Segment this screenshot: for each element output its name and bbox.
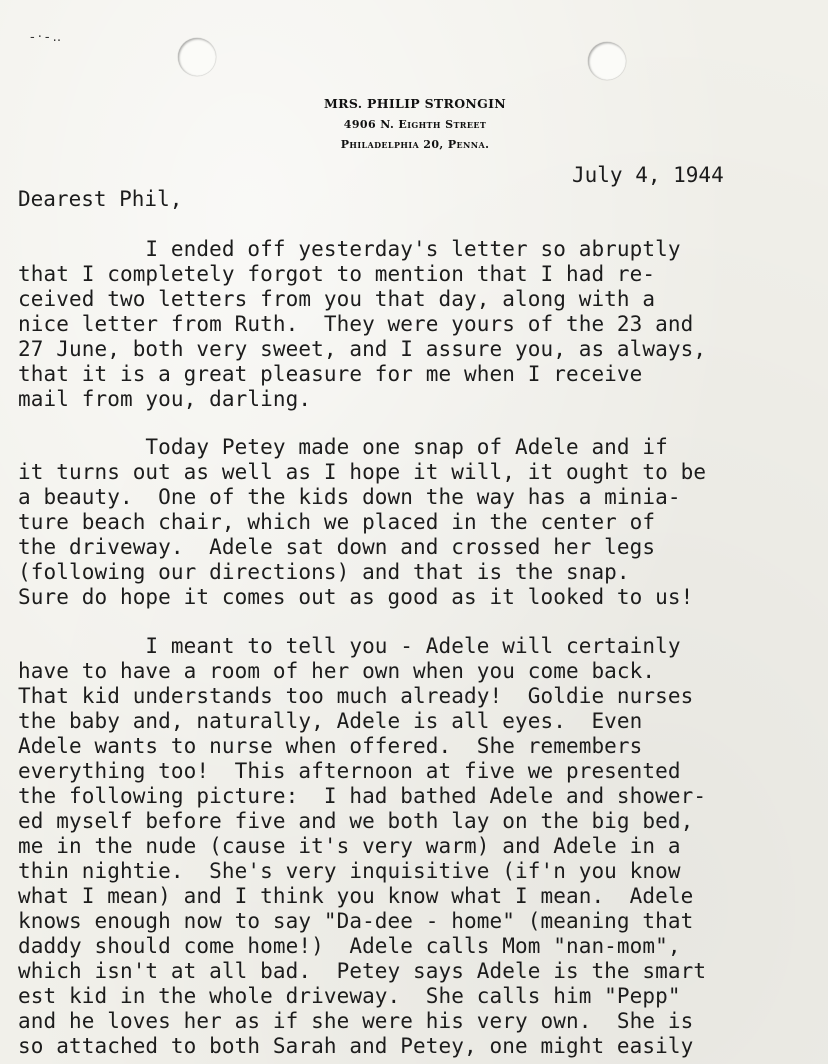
letter-date: July 4, 1944 [572, 163, 724, 187]
salutation: Dearest Phil, [18, 187, 183, 211]
text-line: the driveway. Adele sat down and crossed her legs [18, 535, 656, 559]
text-line: est kid in the whole driveway. She calls him "Pepp" [18, 984, 681, 1008]
punch-hole-left [178, 38, 216, 76]
text-line: ceived two letters from you that day, along with a [18, 287, 656, 311]
text-line: ture beach chair, which we placed in the center of [18, 510, 656, 534]
text-line: thin nightie. She's very inquisitive (if'n you know [18, 859, 681, 883]
text-line: a beauty. One of the kids down the way has a minia- [18, 485, 681, 509]
text-line: That kid understands too much already! Goldie nurses [18, 684, 694, 708]
text-line: have to have a room of her own when you come back. [18, 659, 656, 683]
paragraph-2 [18, 435, 828, 610]
text-line: everything too! This afternoon at five we presented [18, 759, 681, 783]
text-line: mail from you, darling. [18, 387, 312, 411]
letterhead-street: 4906 N. Eighth Street [343, 118, 487, 131]
text-line: me in the nude (cause it's very warm) and Adele in a [18, 834, 681, 858]
letterhead [290, 93, 540, 155]
letterhead-name: MRS. PHILIP STRONGIN [324, 96, 506, 111]
paragraph-3 [18, 634, 828, 1059]
text-line: what I mean) and I think you know what I mean. Adele [18, 884, 694, 908]
text-line: ed myself before five and we both lay on the big bed, [18, 809, 694, 833]
text-line: Today Petey made one snap of Adele and if [18, 435, 668, 459]
text-line: I meant to tell you - Adele will certainly [18, 634, 681, 658]
text-line: it turns out as well as I hope it will, it ought to be [18, 460, 707, 484]
ink-smudge: -·-‥ [30, 30, 65, 45]
text-line: nice letter from Ruth. They were yours of the 23 and [18, 312, 694, 336]
letterhead-city: Philadelphia 20, Penna. [340, 138, 490, 151]
punch-hole-right [588, 42, 626, 80]
text-line: I ended off yesterday's letter so abruptly [18, 237, 681, 261]
text-line: and he loves her as if she were his very own. She is [18, 1009, 694, 1033]
text-line: the following picture: I had bathed Adele and shower- [18, 784, 707, 808]
text-line: the baby and, naturally, Adele is all eyes. Even [18, 709, 643, 733]
text-line: Sure do hope it comes out as good as it looked to us! [18, 585, 694, 609]
text-line: so attached to both Sarah and Petey, one might easily [18, 1034, 694, 1058]
paragraph-1 [18, 237, 828, 412]
text-line: which isn't at all bad. Petey says Adele is the smart [18, 959, 707, 983]
text-line: Adele wants to nurse when offered. She remembers [18, 734, 643, 758]
text-line: daddy should come home!) Adele calls Mom "nan-mom", [18, 934, 681, 958]
text-line: knows enough now to say "Da-dee - home" (meaning that [18, 909, 694, 933]
text-line: that it is a great pleasure for me when I receive [18, 362, 643, 386]
text-line: (following our directions) and that is the snap. [18, 560, 630, 584]
text-line: 27 June, both very sweet, and I assure you, as always, [18, 337, 707, 361]
text-line: that I completely forgot to mention that I had re- [18, 262, 656, 286]
